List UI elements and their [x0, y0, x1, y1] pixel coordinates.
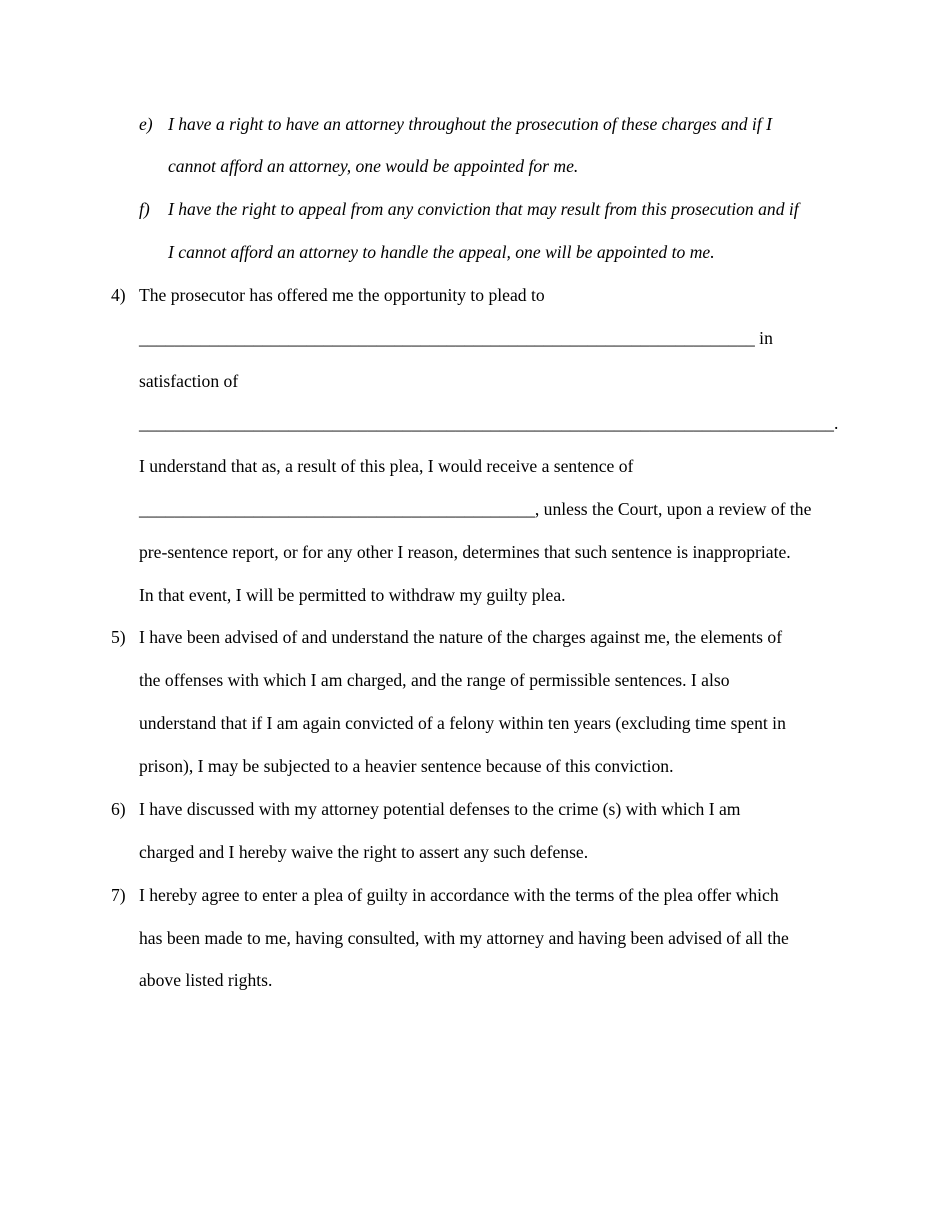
- paragraph-number-4: 4): [111, 285, 126, 305]
- paragraph-5-line-3: understand that if I am again convicted of a felony within ten years (excluding time spent in: [139, 713, 786, 733]
- plead-to-blank-line: ______________________________________________________________________ in: [139, 328, 773, 348]
- paragraph-number-7: 7): [111, 885, 126, 905]
- paragraph-4-line-5: I understand that as, a result of this plea, I would receive a sentence of: [139, 456, 634, 476]
- paragraph-5-line-4: prison), I may be subjected to a heavier sentence because of this conviction.: [139, 756, 674, 776]
- paragraph-7-line-3: above listed rights.: [139, 970, 273, 990]
- paragraph-6-line-1: I have discussed with my attorney potential defenses to the crime (s) with which I am: [139, 799, 741, 819]
- item-e-line-2: cannot afford an attorney, one would be appointed for me.: [168, 156, 579, 176]
- satisfaction-of-blank-line: _______________________________________________________________________________.: [139, 413, 839, 433]
- paragraph-number-6: 6): [111, 799, 126, 819]
- list-marker-e: e): [139, 114, 153, 134]
- paragraph-7-line-1: I hereby agree to enter a plea of guilty in accordance with the terms of the plea offer which: [139, 885, 779, 905]
- sentence-blank-line: _____________________________________________, unless the Court, upon a review of the: [139, 499, 812, 519]
- paragraph-4-line-8: In that event, I will be permitted to withdraw my guilty plea.: [139, 585, 566, 605]
- paragraph-4-line-3: satisfaction of: [139, 371, 239, 391]
- paragraph-5-line-1: I have been advised of and understand the nature of the charges against me, the elements of: [139, 627, 783, 647]
- list-marker-f: f): [139, 199, 150, 219]
- paragraph-7-line-2: has been made to me, having consulted, with my attorney and having been advised of all the: [139, 928, 789, 948]
- item-e-line-1: I have a right to have an attorney throughout the prosecution of these charges and if I: [168, 114, 772, 134]
- paragraph-6-line-2: charged and I hereby waive the right to assert any such defense.: [139, 842, 589, 862]
- item-f-line-1: I have the right to appeal from any conviction that may result from this prosecution and if: [168, 199, 799, 219]
- paragraph-number-5: 5): [111, 627, 126, 647]
- paragraph-5-line-2: the offenses with which I am charged, and the range of permissible sentences. I also: [139, 670, 730, 690]
- paragraph-4-line-1: The prosecutor has offered me the opportunity to plead to: [139, 285, 545, 305]
- item-f-line-2: I cannot afford an attorney to handle the appeal, one will be appointed to me.: [168, 242, 715, 262]
- paragraph-4-line-7: pre-sentence report, or for any other I reason, determines that such sentence is inappropriate.: [139, 542, 791, 562]
